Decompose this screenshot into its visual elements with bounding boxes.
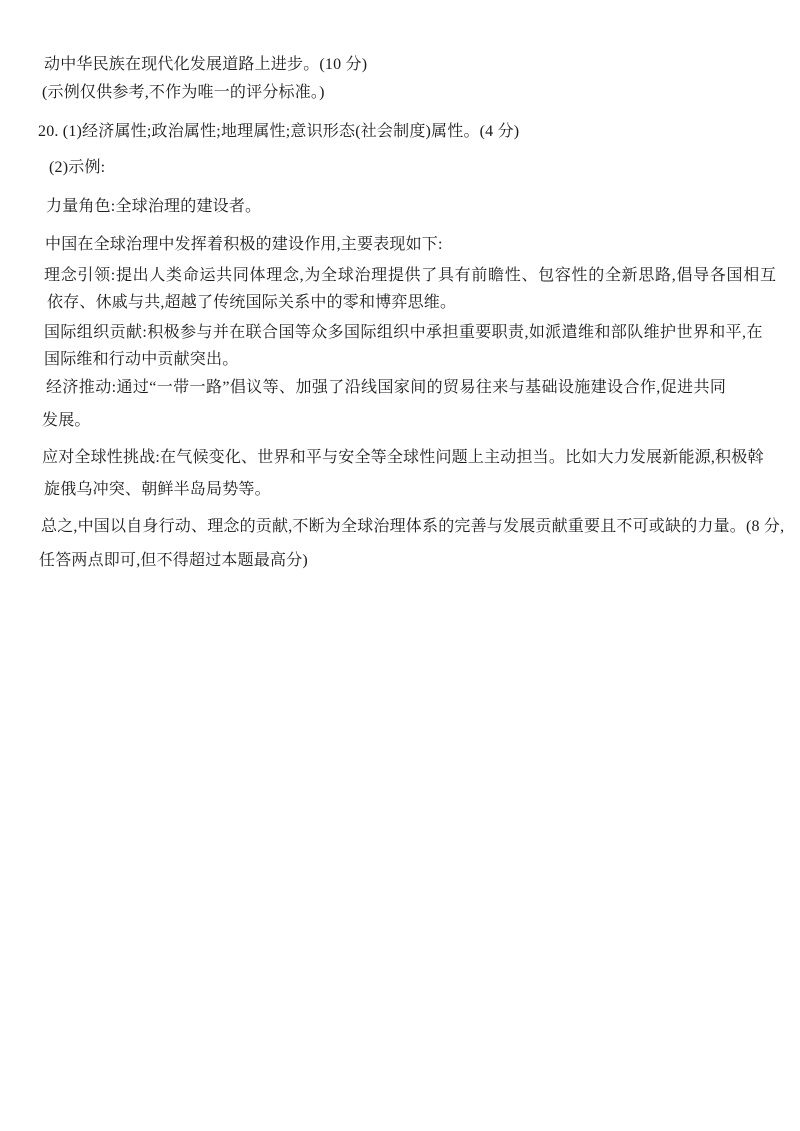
question20-part1-line: 20. (1)经济属性;政治属性;地理属性;意识形态(社会制度)属性。(4 分) — [38, 123, 520, 140]
point-concept-line1: 理念引领:提出人类命运共同体理念,为全球治理提供了具有前瞻性、包容性的全新思路,倡导各国相互 — [44, 267, 777, 284]
point-concept-line2: 依存、休戚与共,超越了传统国际关系中的零和博弈思维。 — [47, 294, 457, 311]
conclusion-line2: 任答两点即可,但不得超过本题最高分) — [39, 552, 308, 569]
point-economy-line2: 发展。 — [42, 412, 91, 429]
question20-part2-label: (2)示例: — [49, 159, 106, 176]
point-economy-line1: 经济推动:通过“一带一路”倡议等、加强了沿线国家间的贸易往来与基础设施建设合作,促进共同 — [46, 379, 727, 396]
role-line: 力量角色:全球治理的建设者。 — [46, 198, 262, 215]
intro-line: 中国在全球治理中发挥着积极的建设作用,主要表现如下: — [45, 236, 443, 253]
point-organization-line2: 国际维和行动中贡献突出。 — [44, 351, 239, 368]
answer19-note-line: (示例仅供参考,不作为唯一的评分标准。) — [42, 84, 325, 101]
point-challenge-line2: 旋俄乌冲突、朝鲜半岛局势等。 — [44, 481, 271, 498]
answer19-continuation-line: 动中华民族在现代化发展道路上进步。(10 分) — [44, 56, 368, 73]
point-challenge-line1: 应对全球性挑战:在气候变化、世界和平与安全等全球性问题上主动担当。比如大力发展新能源,积极斡 — [42, 449, 764, 466]
conclusion-line1: 总之,中国以自身行动、理念的贡献,不断为全球治理体系的完善与发展贡献重要且不可或缺的力量。(8 分, — [41, 518, 785, 535]
point-organization-line1: 国际组织贡献:积极参与并在联合国等众多国际组织中承担重要职责,如派遣维和部队维护世界和平,在 — [44, 324, 763, 341]
